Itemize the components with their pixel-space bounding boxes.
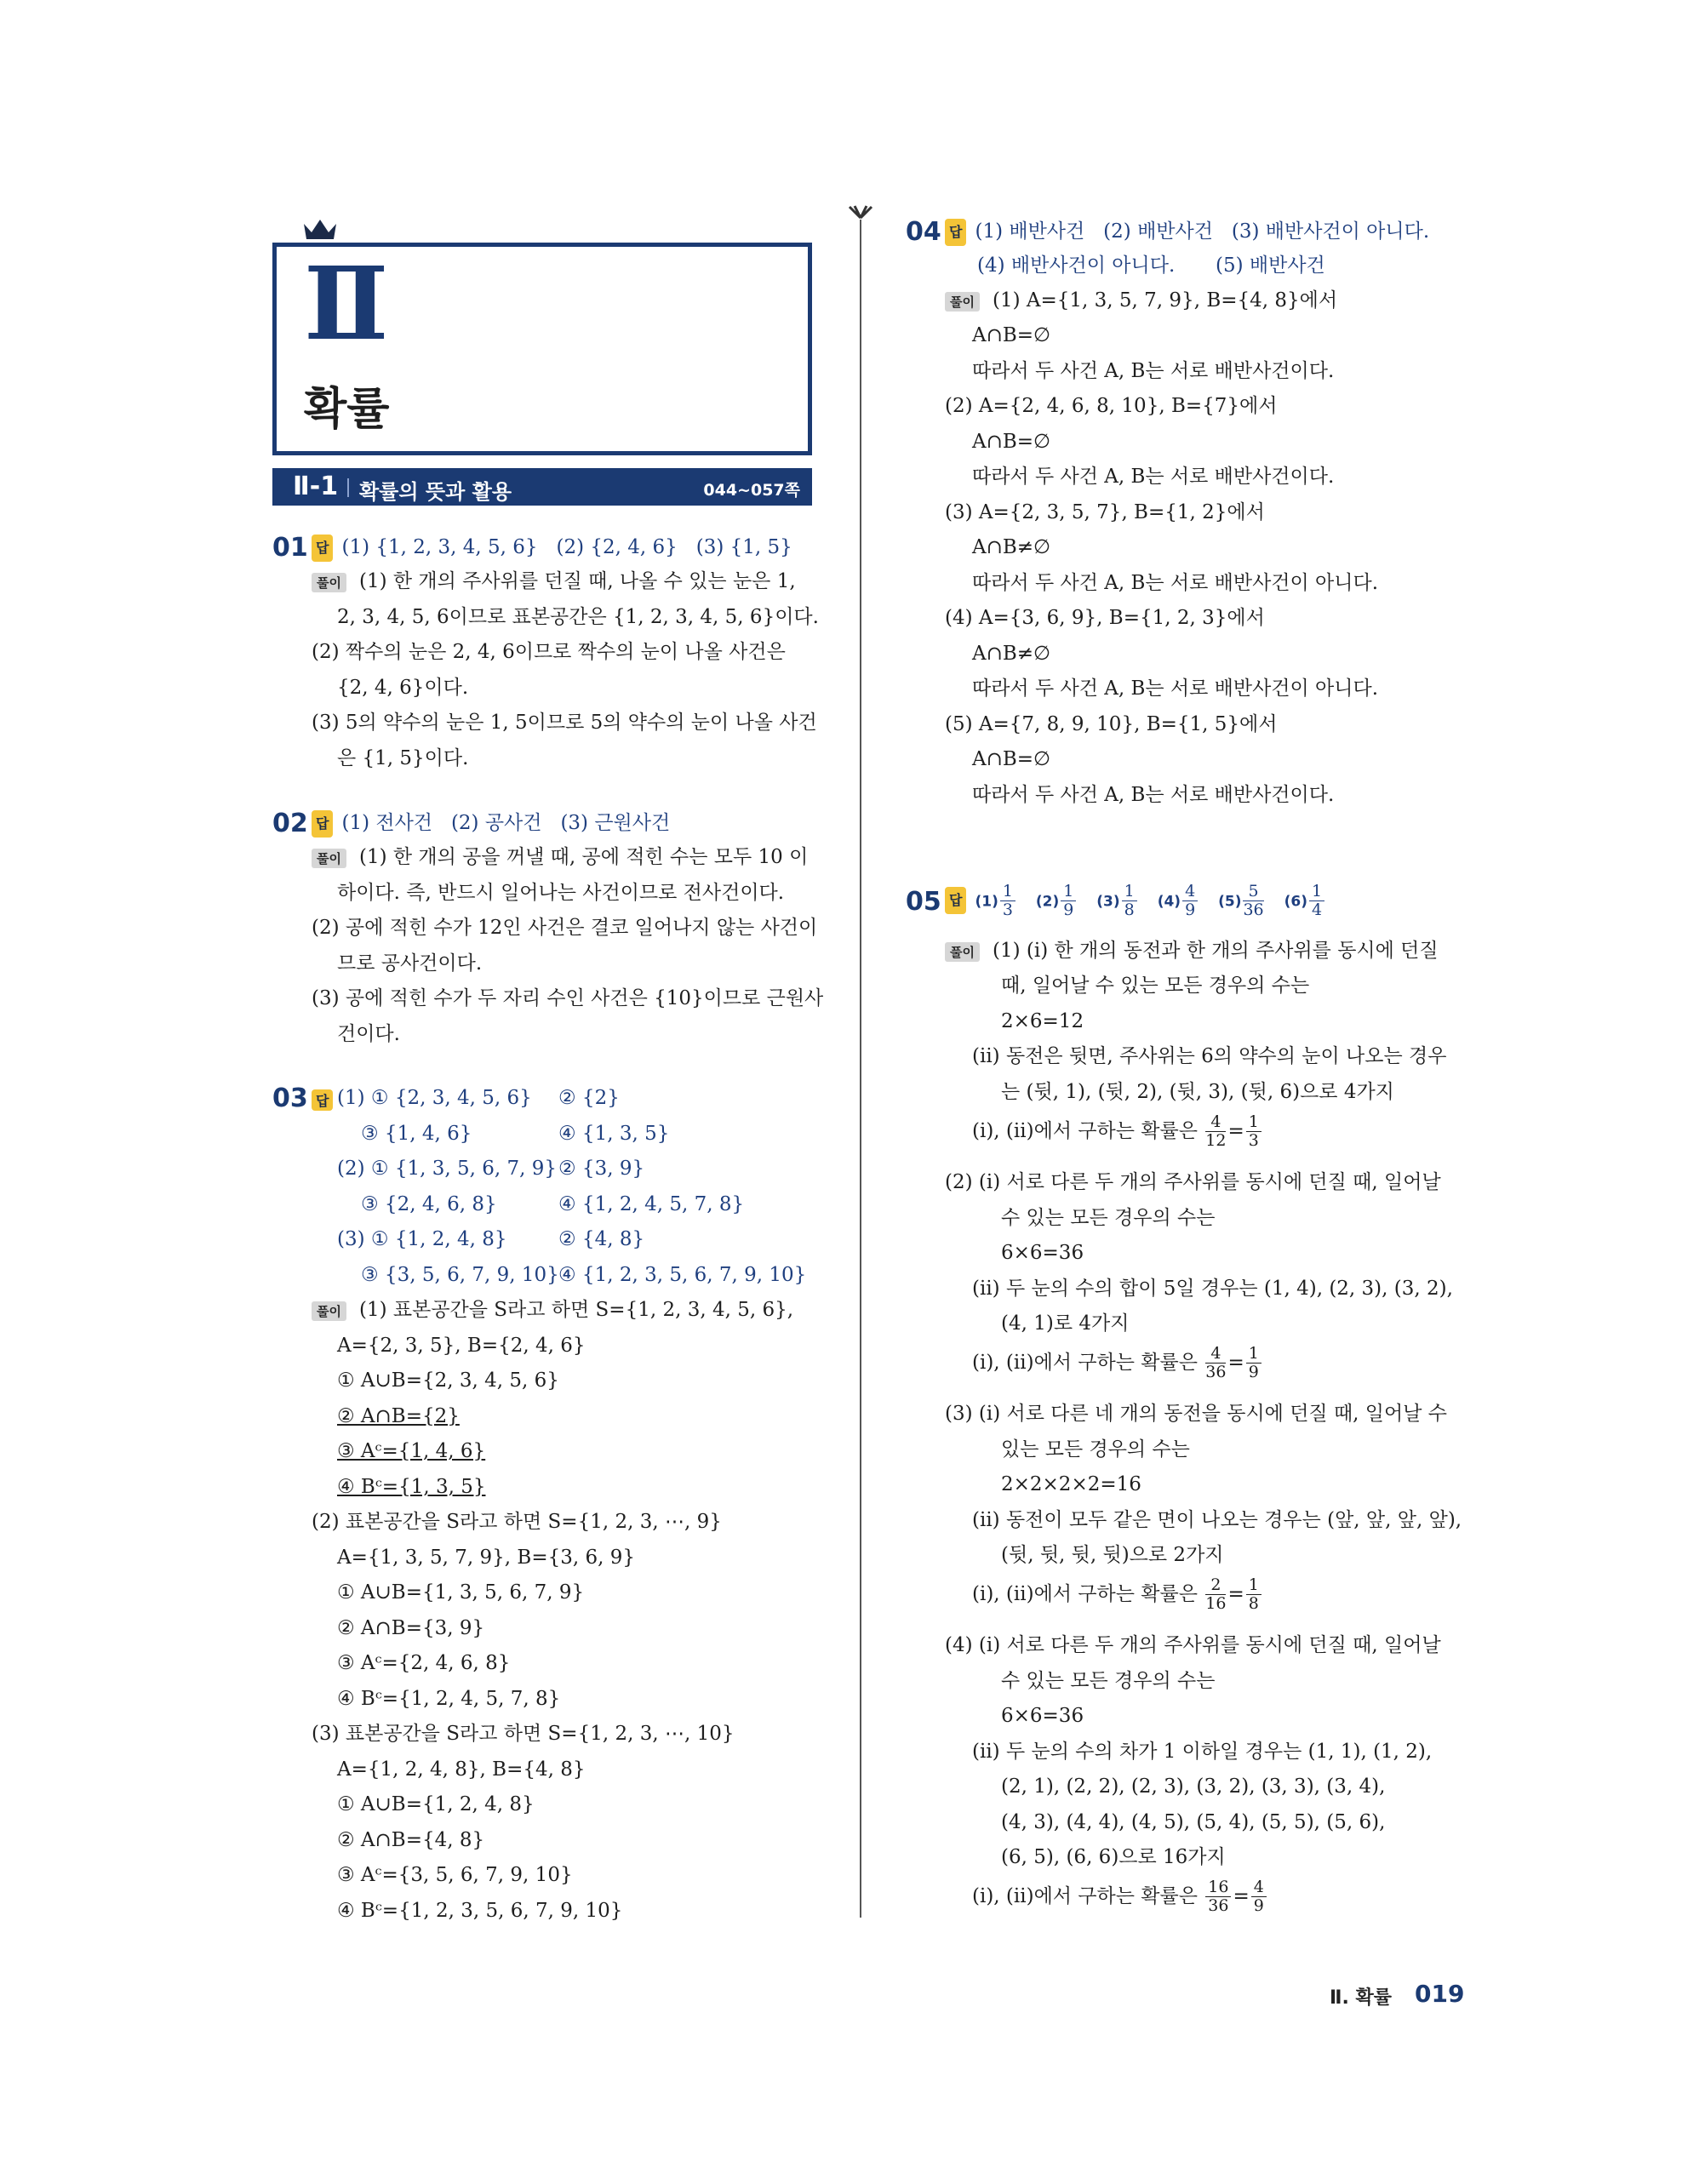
solution-badge: 풀이: [945, 942, 980, 962]
section-code: Ⅱ-1: [293, 472, 339, 501]
answer-text: ③ {3, 5, 6, 7, 9, 10}: [361, 1264, 559, 1286]
answer-line: [945, 877, 1326, 924]
solution-badge: 풀이: [312, 573, 346, 592]
answer-item: (3) $\frac{1}{8}$: [1096, 883, 1138, 919]
answer-badge: 답: [312, 535, 333, 562]
solution-line: (ⅱ) 두 눈의 수의 합이 5일 경우는 (1, 4), (2, 3), (3, 2),: [972, 1278, 1453, 1300]
solution-line: ② A∩B={2}: [337, 1405, 460, 1427]
solution-line: (ⅱ) 동전이 모두 같은 면이 나오는 경우는 (앞, 앞, 앞, 앞),: [972, 1509, 1462, 1531]
answer-text: (3) 배반사건이 아니다.: [1231, 220, 1430, 243]
solution-line: A∩B=∅: [972, 324, 1051, 346]
solution-line: (5) A={7, 8, 9, 10}, B={1, 5}에서: [945, 713, 1278, 735]
solution-line: (3) A={2, 3, 5, 7}, B={1, 2}에서: [945, 501, 1265, 523]
answer-text: ④ {1, 2, 3, 5, 6, 7, 9, 10}: [558, 1264, 807, 1286]
solution-line: ④ Bᶜ={1, 2, 4, 5, 7, 8}: [337, 1688, 561, 1710]
solution-line: 2, 3, 4, 5, 6이므로 표본공간은 {1, 2, 3, 4, 5, 6}이다.: [337, 606, 819, 628]
section-divider: [347, 478, 349, 497]
footer-chapter: Ⅱ. 확률: [1330, 1987, 1393, 2009]
solution-line: ④ Bᶜ={1, 3, 5}: [337, 1476, 486, 1498]
problem-number: 01: [272, 533, 308, 563]
problem-number: 04: [906, 217, 941, 247]
solution-line: 은 {1, 5}이다.: [337, 747, 469, 769]
solution-line: ① A∪B={2, 3, 4, 5, 6}: [337, 1369, 559, 1392]
column-divider: [860, 220, 861, 1918]
answer-text: (1) 배반사건: [975, 220, 1085, 243]
answer-text: (3) 근원사건: [560, 812, 671, 834]
solution-line: 6×6=36: [1001, 1705, 1084, 1727]
answer-text: (2) 배반사건: [1103, 220, 1213, 243]
solution-line: 있는 모든 경우의 수는: [1001, 1438, 1190, 1461]
solution-line: (3) 공에 적힌 수가 두 자리 수인 사건은 {10}이므로 근원사: [312, 987, 824, 1009]
answer-text: (1) ① {2, 3, 4, 5, 6}: [337, 1087, 532, 1109]
answer-text: (2) 공사건: [450, 812, 542, 834]
solution-line: A={2, 3, 5}, B={2, 4, 6}: [337, 1335, 586, 1357]
crown-icon: [302, 217, 338, 241]
solution-line: 따라서 두 사건 A, B는 서로 배반사건이다.: [972, 466, 1335, 488]
solution-line: (ⅱ) 두 눈의 수의 차가 1 이하일 경우는 (1, 1), (1, 2),: [972, 1741, 1433, 1763]
chapter-title: 확률: [304, 384, 390, 435]
section-pages: 044~057쪽: [703, 481, 800, 500]
answer-text: (3) {1, 5}: [695, 536, 792, 558]
solution-line: 2×6=12: [1001, 1010, 1084, 1032]
problem-number: 02: [272, 809, 308, 838]
solution-line: (2, 1), (2, 2), (2, 3), (3, 2), (3, 3), (3, 4),: [1001, 1775, 1386, 1798]
answer-line: [945, 219, 1429, 246]
solution-badge: 풀이: [945, 292, 980, 312]
solution-line: ③ Aᶜ={3, 5, 6, 7, 9, 10}: [337, 1864, 573, 1886]
solution-line: (뒷, 뒷, 뒷, 뒷)으로 2가지: [1001, 1544, 1224, 1566]
solution-line: 므로 공사건이다.: [337, 952, 483, 975]
answer-text: (1) 전사건: [341, 812, 433, 834]
solution-line: A={1, 2, 4, 8}, B={4, 8}: [337, 1758, 586, 1781]
problem-number: 05: [906, 887, 941, 917]
solution-line: ① A∪B={1, 2, 4, 8}: [337, 1793, 535, 1815]
answer-line: [312, 810, 670, 838]
section-title: 확률의 뜻과 활용: [359, 480, 512, 504]
solution-badge: 풀이: [312, 849, 346, 868]
chapter-box: [272, 243, 812, 455]
solution-line: (2) 짝수의 눈은 2, 4, 6이므로 짝수의 눈이 나올 사건은: [312, 641, 786, 663]
answer-item: (2) $\frac{1}{9}$: [1036, 883, 1078, 919]
solution-line: 따라서 두 사건 A, B는 서로 배반사건이 아니다.: [972, 677, 1379, 700]
solution-line: (2) (ⅰ) 서로 다른 두 개의 주사위를 동시에 던질 때, 일어날: [945, 1171, 1441, 1193]
solution-line: (1) 표본공간을 S라고 하면 S={1, 2, 3, 4, 5, 6},: [359, 1299, 794, 1321]
solution-line: (4, 3), (4, 4), (4, 5), (5, 4), (5, 5), (5, 6),: [1001, 1811, 1386, 1833]
solution-badge: 풀이: [312, 1301, 346, 1321]
solution-line: 하이다. 즉, 반드시 일어나는 사건이므로 전사건이다.: [337, 882, 785, 904]
solution-line: 따라서 두 사건 A, B는 서로 배반사건이다.: [972, 784, 1335, 806]
chapter-numeral: Ⅱ: [304, 244, 389, 363]
solution-line: ③ Aᶜ={1, 4, 6}: [337, 1440, 486, 1462]
solution-line: 때, 일어날 수 있는 모든 경우의 수는: [1001, 975, 1310, 997]
probability-line: (ⅰ), (ⅱ)에서 구하는 확률은 $\frac{16}{36}$ = $\frac{4}{9}$: [972, 1872, 1268, 1920]
answer-text: ③ {2, 4, 6, 8}: [361, 1193, 497, 1215]
answer-badge: 답: [312, 1089, 333, 1111]
section-bar: [272, 468, 812, 506]
page-number: 019: [1415, 1980, 1465, 2008]
solution-line: (1) A={1, 3, 5, 7, 9}, B={4, 8}에서: [993, 289, 1338, 312]
solution-line: A∩B≠∅: [972, 643, 1051, 665]
solution-line: (2) 공에 적힌 수가 12인 사건은 결코 일어나지 않는 사건이: [312, 917, 818, 939]
probability-line: (ⅰ), (ⅱ)에서 구하는 확률은 $\frac{4}{36}$ = $\frac{1}{9}$: [972, 1339, 1263, 1386]
solution-line: (3) 5의 약수의 눈은 1, 5이므로 5의 약수의 눈이 나올 사건: [312, 712, 817, 734]
solution-line: 수 있는 모든 경우의 수는: [1001, 1207, 1216, 1229]
solution-line: (3) 표본공간을 S라고 하면 S={1, 2, 3, ⋯, 10}: [312, 1723, 735, 1745]
answer-item: (4) $\frac{4}{9}$: [1158, 883, 1199, 919]
answer-text: (3) ① {1, 2, 4, 8}: [337, 1228, 507, 1250]
answer-badge: 답: [945, 887, 966, 914]
answer-text: ② {2}: [558, 1087, 620, 1109]
solution-line: ② A∩B={4, 8}: [337, 1829, 485, 1851]
answer-item: (1) $\frac{1}{3}$: [975, 883, 1016, 919]
answer-badge: 답: [945, 219, 966, 246]
solution-line: (4, 1)로 4가지: [1001, 1312, 1130, 1335]
solution-line: 수 있는 모든 경우의 수는: [1001, 1670, 1216, 1692]
answer-text: ③ {1, 4, 6}: [361, 1123, 472, 1145]
solution-line: 따라서 두 사건 A, B는 서로 배반사건이다.: [972, 360, 1335, 382]
solution-line: ① A∪B={1, 3, 5, 6, 7, 9}: [337, 1581, 585, 1604]
solution-line: (6, 5), (6, 6)으로 16가지: [1001, 1846, 1226, 1868]
solution-line: 6×6=36: [1001, 1242, 1084, 1264]
column-divider-ornament-icon: [847, 204, 874, 220]
answer-text: ② {3, 9}: [558, 1158, 645, 1180]
answer-text: ④ {1, 3, 5}: [558, 1123, 670, 1145]
answer-line: [312, 535, 792, 562]
solution-line: A∩B≠∅: [972, 536, 1051, 558]
solution-line: (2) 표본공간을 S라고 하면 S={1, 2, 3, ⋯, 9}: [312, 1511, 722, 1533]
solution-line: (1) 한 개의 공을 꺼낼 때, 공에 적힌 수는 모두 10 이: [359, 846, 809, 868]
solution-line: 건이다.: [337, 1023, 400, 1045]
answer-item: (6) $\frac{1}{4}$: [1284, 883, 1326, 919]
solution-line: A={1, 3, 5, 7, 9}, B={3, 6, 9}: [337, 1547, 636, 1569]
answer-text: ② {4, 8}: [558, 1228, 645, 1250]
answer-text: (5) 배반사건: [1216, 254, 1325, 277]
solution-line: (4) A={3, 6, 9}, B={1, 2, 3}에서: [945, 607, 1265, 629]
problem-number: 03: [272, 1083, 308, 1113]
solution-line: A∩B=∅: [972, 748, 1051, 770]
answer-text: (2) {2, 4, 6}: [556, 536, 678, 558]
answer-text: (2) ① {1, 3, 5, 6, 7, 9}: [337, 1158, 557, 1180]
answer-item: (5) $\frac{5}{36}$: [1218, 881, 1264, 919]
solution-line: 따라서 두 사건 A, B는 서로 배반사건이 아니다.: [972, 572, 1379, 594]
solution-line: ② A∩B={3, 9}: [337, 1617, 485, 1639]
solution-line: (3) (ⅰ) 서로 다른 네 개의 동전을 동시에 던질 때, 일어날 수: [945, 1403, 1447, 1425]
probability-line: (ⅰ), (ⅱ)에서 구하는 확률은 $\frac{4}{12}$ = $\frac{1}{3}$: [972, 1107, 1263, 1155]
solution-line: 는 (뒷, 1), (뒷, 2), (뒷, 3), (뒷, 6)으로 4가지: [1001, 1081, 1394, 1103]
solution-line: (1) 한 개의 주사위를 던질 때, 나올 수 있는 눈은 1,: [359, 570, 796, 592]
answer-text: ④ {1, 2, 4, 5, 7, 8}: [558, 1193, 745, 1215]
solution-line: {2, 4, 6}이다.: [337, 677, 469, 699]
solution-line: A∩B=∅: [972, 431, 1051, 453]
answer-text: (4) 배반사건이 아니다.: [977, 254, 1176, 277]
solution-line: ④ Bᶜ={1, 2, 3, 5, 6, 7, 9, 10}: [337, 1900, 623, 1922]
solution-line: ③ Aᶜ={2, 4, 6, 8}: [337, 1652, 511, 1674]
probability-line: (ⅰ), (ⅱ)에서 구하는 확률은 $\frac{2}{16}$ = $\frac{1}{8}$: [972, 1570, 1263, 1618]
solution-line: (ⅱ) 동전은 뒷면, 주사위는 6의 약수의 눈이 나오는 경우: [972, 1045, 1447, 1067]
solution-line: 2×2×2×2=16: [1001, 1473, 1141, 1495]
solution-line: (4) (ⅰ) 서로 다른 두 개의 주사위를 동시에 던질 때, 일어날: [945, 1634, 1441, 1656]
solution-line: (2) A={2, 4, 6, 8, 10}, B={7}에서: [945, 395, 1278, 417]
answer-text: (1) {1, 2, 3, 4, 5, 6}: [341, 536, 538, 558]
answer-badge: 답: [312, 810, 333, 838]
solution-line: (1) (ⅰ) 한 개의 동전과 한 개의 주사위를 동시에 던질: [993, 940, 1439, 962]
